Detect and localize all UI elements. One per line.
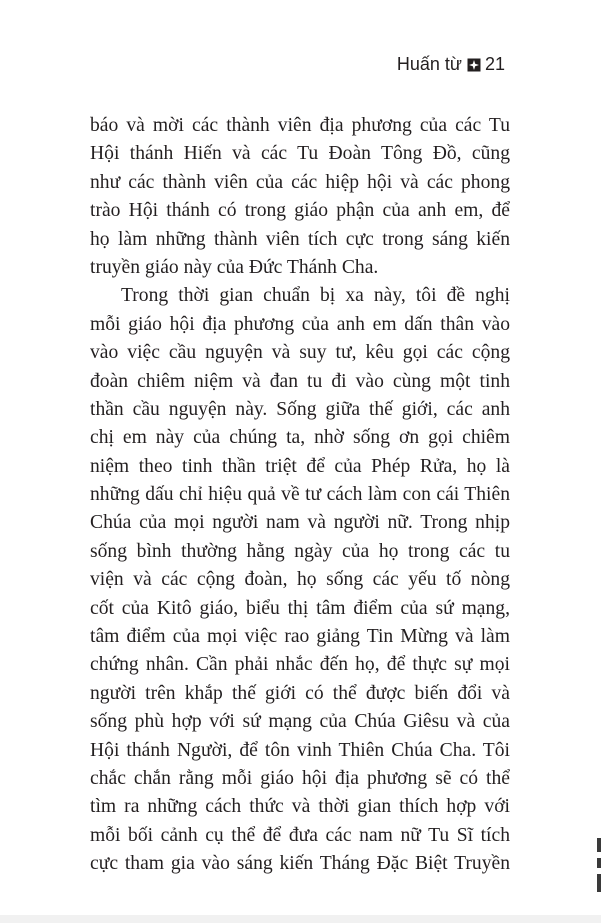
paragraph-2 [90, 282, 510, 878]
text-line: họ làm những thành viên tích cực trong sáng kiến [90, 228, 510, 250]
text-line: sống bình thường hằng ngày của họ trong các tu [90, 540, 510, 562]
text-line: thần cầu nguyện này. Sống giữa thế giới, các anh [90, 398, 510, 420]
page-number: 21 [484, 54, 505, 74]
paragraph-1 [90, 112, 510, 282]
text-line: cực tham gia vào sáng kiến Tháng Đặc Biệt Truyền [90, 853, 510, 875]
text-line: Hội thánh Người, để tôn vinh Thiên Chúa Cha. Tôi [90, 739, 510, 761]
text-line: niệm theo tinh thần triệt để của Phép Rửa, họ là [90, 455, 510, 477]
text-line: viện và các cộng đoàn, họ sống các yếu tố nòng [90, 569, 510, 591]
text-line: chắc chắn rằng mỗi giáo hội địa phương sẽ có thể [90, 767, 510, 789]
text-line: báo và mời các thành viên địa phương của các Tu [90, 115, 510, 136]
running-header [397, 54, 505, 75]
text-line: sống phù hợp với sứ mạng của Chúa Giêsu và của [90, 711, 510, 733]
text-line: đoàn chiêm niệm và đan tu đi vào cùng một tinh [90, 370, 510, 392]
text-line: Trong thời gian chuẩn bị xa này, tôi đề nghị [121, 285, 510, 307]
text-line: Chúa của mọi người nam và người nữ. Trong nhịp [90, 512, 510, 534]
text-line: tìm ra những cách thức và thời gian thích hợp với [90, 796, 510, 818]
text-line: truyền giáo này của Đức Thánh Cha. [90, 256, 379, 278]
text-line: mỗi bối cảnh cụ thể để đưa các nam nữ Tu Sĩ tích [90, 824, 510, 846]
text-line: những dấu chỉ hiệu quả về tư cách làm con cái Thiên [90, 484, 510, 506]
page-edge-marks [596, 838, 601, 898]
page-bottom-edge [0, 915, 601, 923]
cross-ornament-icon [467, 58, 481, 72]
text-line: mỗi giáo hội địa phương của anh em dấn thân vào [90, 313, 510, 335]
body-text [90, 112, 510, 879]
text-line: vào việc cầu nguyện và suy tư, kêu gọi các cộng [90, 342, 510, 364]
text-line: như các thành viên của các hiệp hội và các phong [90, 171, 510, 193]
text-line: người trên khắp thế giới có thể được biến đổi và [90, 682, 510, 704]
text-line: chứng nhân. Cần phải nhắc đến họ, để thực sự mọi [90, 654, 510, 676]
header-title: Huấn từ [396, 54, 462, 74]
text-line: Hội thánh Hiến và các Tu Đoàn Tông Đồ, cũng [90, 143, 510, 165]
text-line: tâm điểm của mọi việc rao giảng Tin Mừng và làm [90, 626, 510, 648]
text-line: trào Hội thánh có trong giáo phận của anh em, để [90, 200, 510, 222]
text-line: chị em này của chúng ta, nhờ sống ơn gọi chiêm [90, 427, 510, 449]
text-line: cốt của Kitô giáo, biểu thị tâm điểm của sứ mạng, [90, 597, 510, 619]
